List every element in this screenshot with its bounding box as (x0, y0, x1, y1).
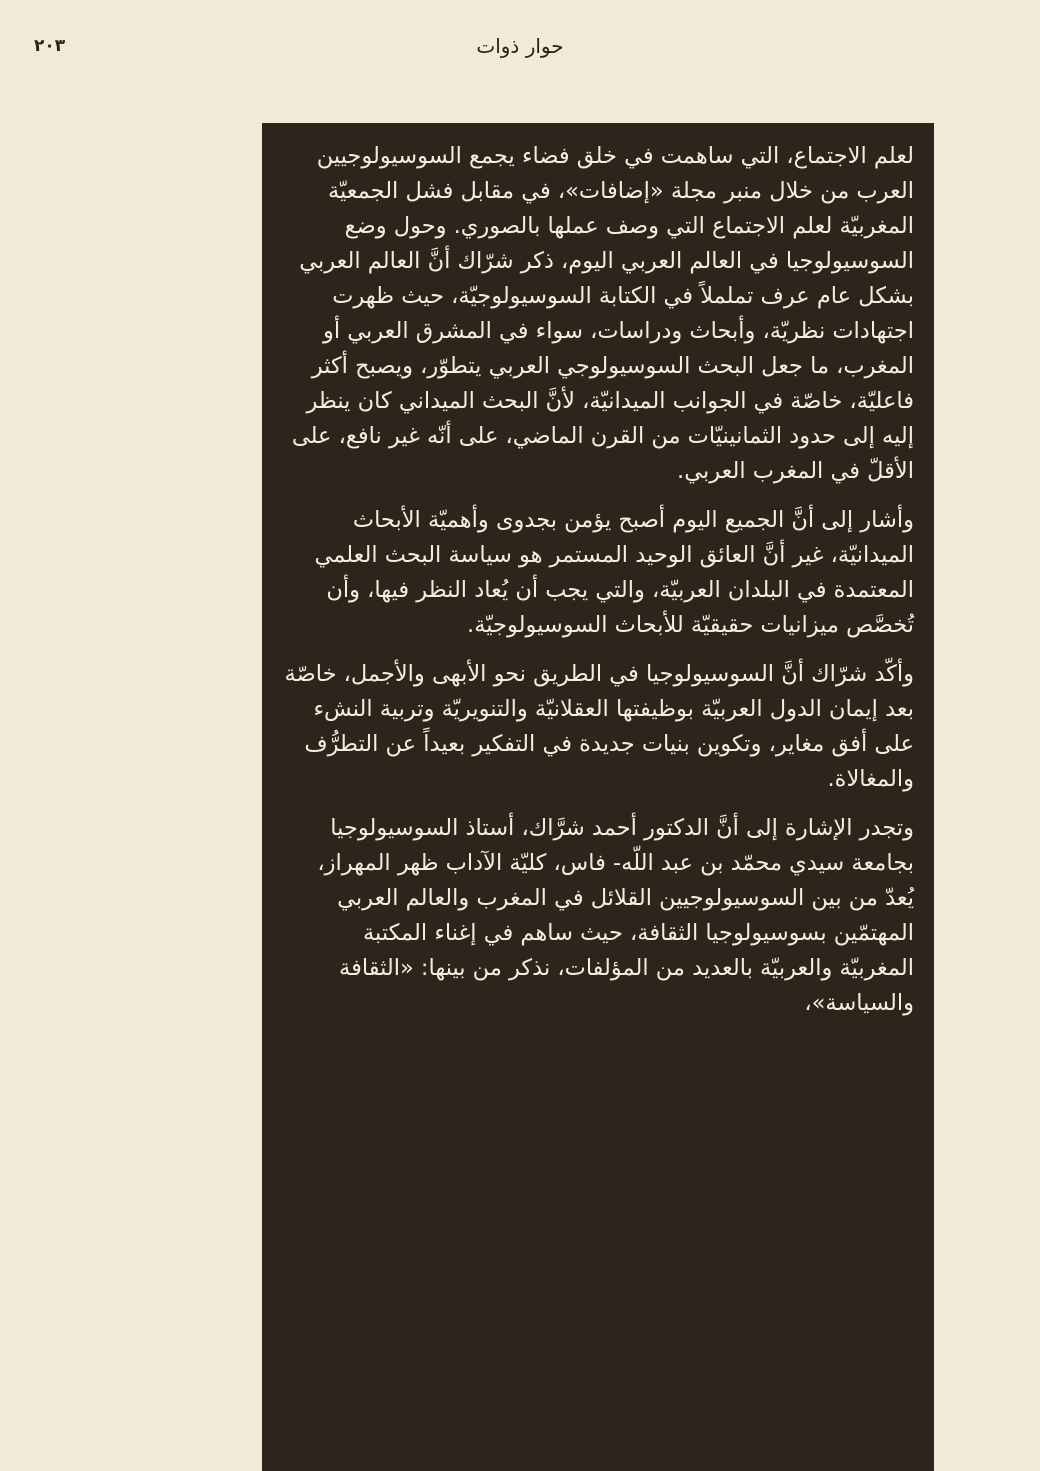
article-body (282, 139, 914, 1021)
running-title: حوار ذوات (476, 34, 564, 58)
article-paragraph: وتجدر الإشارة إلى أنَّ الدكتور أحمد شرَّاك، أستاذ السوسيولوجيا بجامعة سيدي محمّد بن عبد اللّه- فاس، كليّة الآداب ظهر المهراز، يُعدّ من بين السوسيولوجيين القلائل في المغرب والعالم العربي المهتمّين بسوسيولوجيا الثقافة، حيث ساهم في إغناء المكتبة المغربيّة والعربيّة بالعديد من المؤلفات، نذكر من بينها: «الثقافة والسياسة»، (317, 815, 914, 1016)
page-number: ٢٠٣ (34, 36, 66, 56)
article-panel (262, 123, 934, 1471)
article-paragraph: لعلم الاجتماع، التي ساهمت في خلق فضاء يجمع السوسيولوجيين العرب من خلال منبر مجلة «إضافات»، في مقابل فشل الجمعيّة المغربيّة لعلم الاجتماع التي وصف عملها بالصوري. وحول وضع السوسيولوجيا في العالم العربي اليوم، ذكر شرّاك أنَّ العالم العربي بشكل عام عرف تململاً في الكتابة السوسيولوجيّة، حيث ظهرت اجتهادات نظريّة، وأبحاث ودراسات، سواء في المشرق العربي أو المغرب، ما جعل البحث السوسيولوجي العربي يتطوّر، ويصبح أكثر فاعليّة، خاصّة في الجوانب الميدانيّة، لأنَّ البحث الميداني كان ينظر إليه إلى حدود الثمانينيّات من القرن الماضي، على أنّه غير نافع، على الأقلّ في المغرب العربي. (291, 143, 914, 484)
article-paragraph: وأكّد شرّاك أنَّ السوسيولوجيا في الطريق نحو الأبهى والأجمل، خاصّة بعد إيمان الدول العربيّة بوظيفتها العقلانيّة والتنويريّة وتربية النشء على أفق مغاير، وتكوين بنيات جديدة في التفكير بعيداً عن التطرُّف والمغالاة. (284, 661, 914, 792)
page-header (0, 30, 1040, 64)
article-paragraph: وأشار إلى أنَّ الجميع اليوم أصبح يؤمن بجدوى وأهميّة الأبحاث الميدانيّة، غير أنَّ العائق الوحيد المستمر هو سياسة البحث العلمي المعتمدة في البلدان العربيّة، والتي يجب أن يُعاد النظر فيها، وأن تُخصَّص ميزانيات حقيقيّة للأبحاث السوسيولوجيّة. (314, 507, 914, 638)
